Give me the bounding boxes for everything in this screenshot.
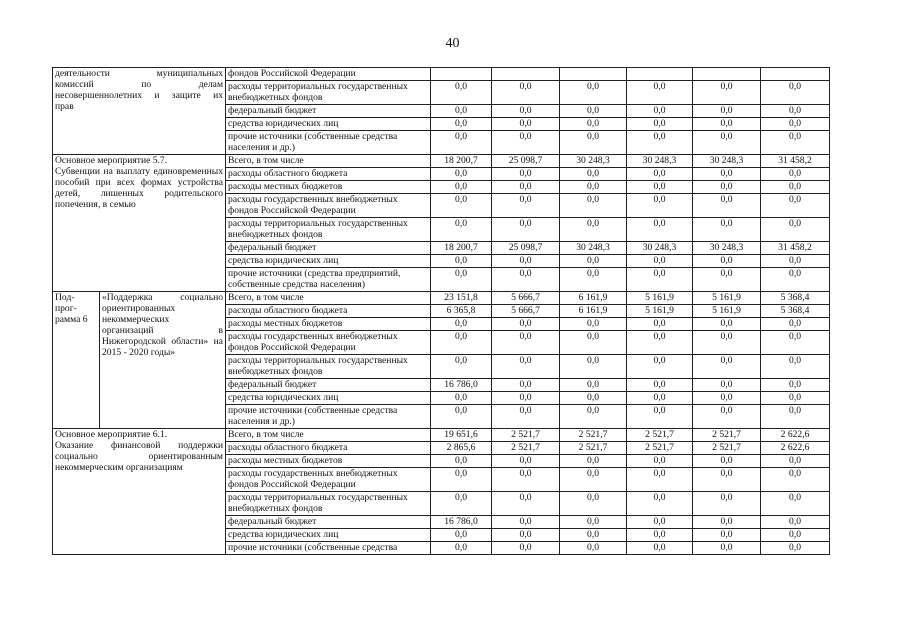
value-cell	[560, 68, 627, 81]
value-cell: 0,0	[431, 218, 492, 242]
value-cell: 0,0	[492, 168, 560, 181]
value-cell: 2 521,7	[693, 442, 761, 455]
row-label: расходы территориальных государственных внебюджетных фондов	[226, 355, 431, 379]
value-cell: 0,0	[560, 379, 627, 392]
row-label: федеральный бюджет	[226, 105, 431, 118]
table-row	[53, 68, 830, 81]
value-cell: 0,0	[560, 131, 627, 155]
value-cell: 6 161,9	[560, 305, 627, 318]
value-cell: 2 521,7	[560, 429, 627, 442]
value-cell: 0,0	[431, 81, 492, 105]
value-cell: 2 622,6	[761, 429, 830, 442]
value-cell: 0,0	[693, 529, 761, 542]
value-cell: 0,0	[431, 105, 492, 118]
value-cell: 0,0	[693, 405, 761, 429]
value-cell: 0,0	[560, 105, 627, 118]
table-row	[53, 429, 830, 442]
value-cell: 0,0	[627, 405, 693, 429]
value-cell: 0,0	[431, 131, 492, 155]
value-cell: 0,0	[431, 168, 492, 181]
row-label: расходы территориальных государственных внебюджетных фондов	[226, 492, 431, 516]
row-label: федеральный бюджет	[226, 242, 431, 255]
value-cell: 0,0	[560, 455, 627, 468]
value-cell: 5 161,9	[693, 292, 761, 305]
value-cell: 5 666,7	[492, 292, 560, 305]
value-cell: 2 521,7	[560, 442, 627, 455]
value-cell: 0,0	[492, 392, 560, 405]
row-label: расходы государственных внебюджетных фондов Российской Федерации	[226, 468, 431, 492]
activity-title-line: деятельности муниципальных	[55, 68, 224, 79]
value-cell: 0,0	[627, 355, 693, 379]
value-cell: 0,0	[761, 118, 830, 131]
value-cell: 0,0	[560, 194, 627, 218]
value-cell: 0,0	[560, 255, 627, 268]
value-cell: 0,0	[693, 255, 761, 268]
row-label: средства юридических лиц	[226, 392, 431, 405]
value-cell: 18 200,7	[431, 242, 492, 255]
value-cell: 0,0	[761, 105, 830, 118]
value-cell: 0,0	[492, 105, 560, 118]
row-label: расходы областного бюджета	[226, 442, 431, 455]
row-label: прочие источники (собственные средства	[226, 542, 431, 555]
value-cell: 2 521,7	[693, 429, 761, 442]
row-label: фондов Российской Федерации	[226, 68, 431, 81]
value-cell	[492, 68, 560, 81]
value-cell: 0,0	[560, 392, 627, 405]
value-cell: 0,0	[492, 542, 560, 555]
value-cell: 0,0	[627, 268, 693, 292]
value-cell: 0,0	[431, 318, 492, 331]
row-label: федеральный бюджет	[226, 516, 431, 529]
activity-title-line: несовершеннолетних и защите их	[55, 90, 224, 101]
value-cell	[761, 68, 830, 81]
value-cell: 0,0	[761, 379, 830, 392]
value-cell: 0,0	[492, 455, 560, 468]
value-cell: 0,0	[693, 392, 761, 405]
row-label: расходы территориальных государственных внебюджетных фондов	[226, 81, 431, 105]
value-cell: 0,0	[761, 392, 830, 405]
value-cell: 0,0	[761, 218, 830, 242]
value-cell: 0,0	[492, 355, 560, 379]
value-cell: 0,0	[492, 268, 560, 292]
value-cell: 0,0	[627, 455, 693, 468]
row-label: средства юридических лиц	[226, 118, 431, 131]
value-cell: 0,0	[693, 131, 761, 155]
activity-title-line: комиссий по делам	[55, 79, 224, 90]
value-cell: 0,0	[761, 255, 830, 268]
value-cell: 0,0	[693, 355, 761, 379]
value-cell: 0,0	[627, 168, 693, 181]
value-cell: 0,0	[627, 331, 693, 355]
value-cell: 0,0	[431, 118, 492, 131]
value-cell: 0,0	[627, 529, 693, 542]
subprogram-number-line: рамма 6	[55, 314, 88, 325]
value-cell: 0,0	[431, 194, 492, 218]
value-cell: 0,0	[560, 118, 627, 131]
row-label: расходы областного бюджета	[226, 168, 431, 181]
activity-title	[53, 429, 226, 555]
value-cell: 0,0	[560, 405, 627, 429]
value-cell: 0,0	[492, 131, 560, 155]
value-cell: 0,0	[693, 168, 761, 181]
row-label: расходы территориальных государственных внебюджетных фондов	[226, 218, 431, 242]
value-cell: 0,0	[627, 181, 693, 194]
value-cell: 0,0	[761, 516, 830, 529]
value-cell: 0,0	[627, 542, 693, 555]
value-cell: 2 521,7	[492, 442, 560, 455]
subprogram-number-line: Под-	[55, 292, 75, 303]
value-cell: 0,0	[492, 468, 560, 492]
activity-head: Основное мероприятие 6.1.	[55, 429, 168, 440]
value-cell: 5 368,4	[761, 305, 830, 318]
value-cell: 0,0	[492, 405, 560, 429]
value-cell: 0,0	[560, 529, 627, 542]
value-cell: 0,0	[560, 492, 627, 516]
activity-head: Основное мероприятие 5.7.	[55, 155, 168, 166]
value-cell: 30 248,3	[560, 155, 627, 168]
value-cell: 0,0	[560, 516, 627, 529]
row-label: расходы областного бюджета	[226, 305, 431, 318]
value-cell: 18 200,7	[431, 155, 492, 168]
value-cell: 0,0	[560, 468, 627, 492]
value-cell: 0,0	[693, 379, 761, 392]
value-cell: 0,0	[560, 355, 627, 379]
value-cell: 2 521,7	[627, 429, 693, 442]
value-cell: 5 368,4	[761, 292, 830, 305]
value-cell: 0,0	[560, 168, 627, 181]
value-cell: 0,0	[627, 118, 693, 131]
value-cell: 0,0	[761, 542, 830, 555]
value-cell: 0,0	[560, 181, 627, 194]
activity-title	[53, 68, 226, 155]
value-cell: 0,0	[431, 542, 492, 555]
value-cell: 0,0	[761, 81, 830, 105]
value-cell: 5 666,7	[492, 305, 560, 318]
value-cell: 0,0	[693, 194, 761, 218]
value-cell: 0,0	[627, 255, 693, 268]
row-label: расходы местных бюджетов	[226, 181, 431, 194]
value-cell: 0,0	[693, 468, 761, 492]
value-cell: 0,0	[627, 218, 693, 242]
value-cell: 0,0	[627, 379, 693, 392]
value-cell: 5 161,9	[627, 305, 693, 318]
value-cell: 0,0	[431, 529, 492, 542]
value-cell: 0,0	[761, 194, 830, 218]
value-cell: 0,0	[693, 542, 761, 555]
value-cell: 0,0	[693, 118, 761, 131]
value-cell: 25 098,7	[492, 155, 560, 168]
value-cell: 0,0	[627, 468, 693, 492]
value-cell: 16 786,0	[431, 516, 492, 529]
value-cell: 0,0	[761, 355, 830, 379]
value-cell: 0,0	[761, 181, 830, 194]
activity-title	[53, 155, 226, 292]
value-cell: 0,0	[560, 268, 627, 292]
value-cell: 0,0	[693, 516, 761, 529]
row-label: прочие источники (собственные средства населения и др.)	[226, 131, 431, 155]
row-label: расходы государственных внебюджетных фондов Российской Федерации	[226, 194, 431, 218]
value-cell: 0,0	[492, 118, 560, 131]
subprogram-number	[53, 292, 100, 429]
row-label: Всего, в том числе	[226, 292, 431, 305]
value-cell: 30 248,3	[693, 155, 761, 168]
activity-body: Субвенции на выплату единовременных пособий при всех формах устройства детей, лишенных родительского попечения, в семью	[55, 166, 224, 210]
value-cell: 0,0	[761, 168, 830, 181]
value-cell: 0,0	[761, 268, 830, 292]
value-cell: 0,0	[431, 392, 492, 405]
value-cell: 0,0	[761, 529, 830, 542]
value-cell: 0,0	[761, 331, 830, 355]
row-label: средства юридических лиц	[226, 529, 431, 542]
value-cell: 0,0	[431, 331, 492, 355]
value-cell: 0,0	[693, 455, 761, 468]
value-cell: 0,0	[560, 331, 627, 355]
value-cell: 30 248,3	[693, 242, 761, 255]
value-cell: 0,0	[627, 492, 693, 516]
row-label: Всего, в том числе	[226, 155, 431, 168]
value-cell: 0,0	[431, 181, 492, 194]
value-cell: 0,0	[492, 379, 560, 392]
value-cell: 0,0	[693, 181, 761, 194]
value-cell: 0,0	[693, 218, 761, 242]
value-cell: 0,0	[560, 81, 627, 105]
value-cell: 0,0	[761, 131, 830, 155]
value-cell: 19 651,6	[431, 429, 492, 442]
value-cell: 0,0	[693, 105, 761, 118]
value-cell: 0,0	[761, 455, 830, 468]
value-cell: 0,0	[761, 492, 830, 516]
value-cell: 23 151,8	[431, 292, 492, 305]
value-cell: 0,0	[627, 131, 693, 155]
value-cell: 0,0	[761, 468, 830, 492]
value-cell	[431, 68, 492, 81]
row-label: расходы государственных внебюджетных фондов Российской Федерации	[226, 331, 431, 355]
table-row	[53, 292, 830, 305]
value-cell: 0,0	[431, 455, 492, 468]
value-cell: 0,0	[560, 218, 627, 242]
value-cell: 0,0	[693, 81, 761, 105]
value-cell: 0,0	[627, 516, 693, 529]
value-cell: 6 365,8	[431, 305, 492, 318]
value-cell: 0,0	[431, 268, 492, 292]
activity-title-line: прав	[55, 101, 74, 112]
value-cell: 31 458,2	[761, 155, 830, 168]
value-cell: 2 521,7	[492, 429, 560, 442]
row-label: прочие источники (собственные средства населения и др.)	[226, 405, 431, 429]
value-cell: 0,0	[492, 318, 560, 331]
budget-table	[52, 67, 830, 555]
value-cell: 0,0	[492, 194, 560, 218]
value-cell: 2 622,6	[761, 442, 830, 455]
value-cell: 0,0	[492, 516, 560, 529]
value-cell: 2 521,7	[627, 442, 693, 455]
value-cell: 0,0	[431, 492, 492, 516]
value-cell: 0,0	[627, 81, 693, 105]
value-cell: 0,0	[693, 268, 761, 292]
value-cell: 0,0	[693, 318, 761, 331]
value-cell: 0,0	[492, 255, 560, 268]
value-cell: 30 248,3	[627, 242, 693, 255]
value-cell: 0,0	[492, 492, 560, 516]
value-cell: 0,0	[627, 105, 693, 118]
value-cell: 0,0	[492, 529, 560, 542]
value-cell: 0,0	[693, 331, 761, 355]
table-row	[53, 155, 830, 168]
value-cell: 0,0	[761, 318, 830, 331]
value-cell	[627, 68, 693, 81]
value-cell: 0,0	[560, 542, 627, 555]
value-cell: 0,0	[492, 181, 560, 194]
row-label: федеральный бюджет	[226, 379, 431, 392]
value-cell: 0,0	[492, 81, 560, 105]
row-label: расходы местных бюджетов	[226, 455, 431, 468]
activity-body: Оказание финансовой поддержки социально ориентированным некоммерческим организациям	[55, 440, 224, 473]
subprogram-number-line: прог-	[55, 303, 77, 314]
value-cell: 25 098,7	[492, 242, 560, 255]
value-cell: 5 161,9	[627, 292, 693, 305]
row-label: прочие источники (средства предприятий, собственные средства населения)	[226, 268, 431, 292]
value-cell: 0,0	[431, 468, 492, 492]
value-cell: 30 248,3	[627, 155, 693, 168]
value-cell: 0,0	[693, 492, 761, 516]
value-cell: 0,0	[627, 318, 693, 331]
value-cell: 0,0	[560, 318, 627, 331]
subprogram-title: «Поддержка социально ориентированных некоммерческих организаций в Нижегородской области» на 2015 - 2020 годы»	[100, 292, 226, 429]
value-cell: 0,0	[627, 194, 693, 218]
value-cell	[693, 68, 761, 81]
value-cell: 16 786,0	[431, 379, 492, 392]
row-label: Всего, в том числе	[226, 429, 431, 442]
value-cell: 0,0	[431, 405, 492, 429]
value-cell: 31 458,2	[761, 242, 830, 255]
value-cell: 30 248,3	[560, 242, 627, 255]
row-label: средства юридических лиц	[226, 255, 431, 268]
value-cell: 0,0	[627, 392, 693, 405]
value-cell: 0,0	[492, 218, 560, 242]
page-number: 40	[445, 36, 460, 51]
value-cell: 0,0	[761, 405, 830, 429]
value-cell: 0,0	[431, 255, 492, 268]
value-cell: 0,0	[492, 331, 560, 355]
value-cell: 5 161,9	[693, 305, 761, 318]
value-cell: 0,0	[431, 355, 492, 379]
row-label: расходы местных бюджетов	[226, 318, 431, 331]
value-cell: 2 865,6	[431, 442, 492, 455]
value-cell: 6 161,9	[560, 292, 627, 305]
table-body	[53, 68, 830, 555]
